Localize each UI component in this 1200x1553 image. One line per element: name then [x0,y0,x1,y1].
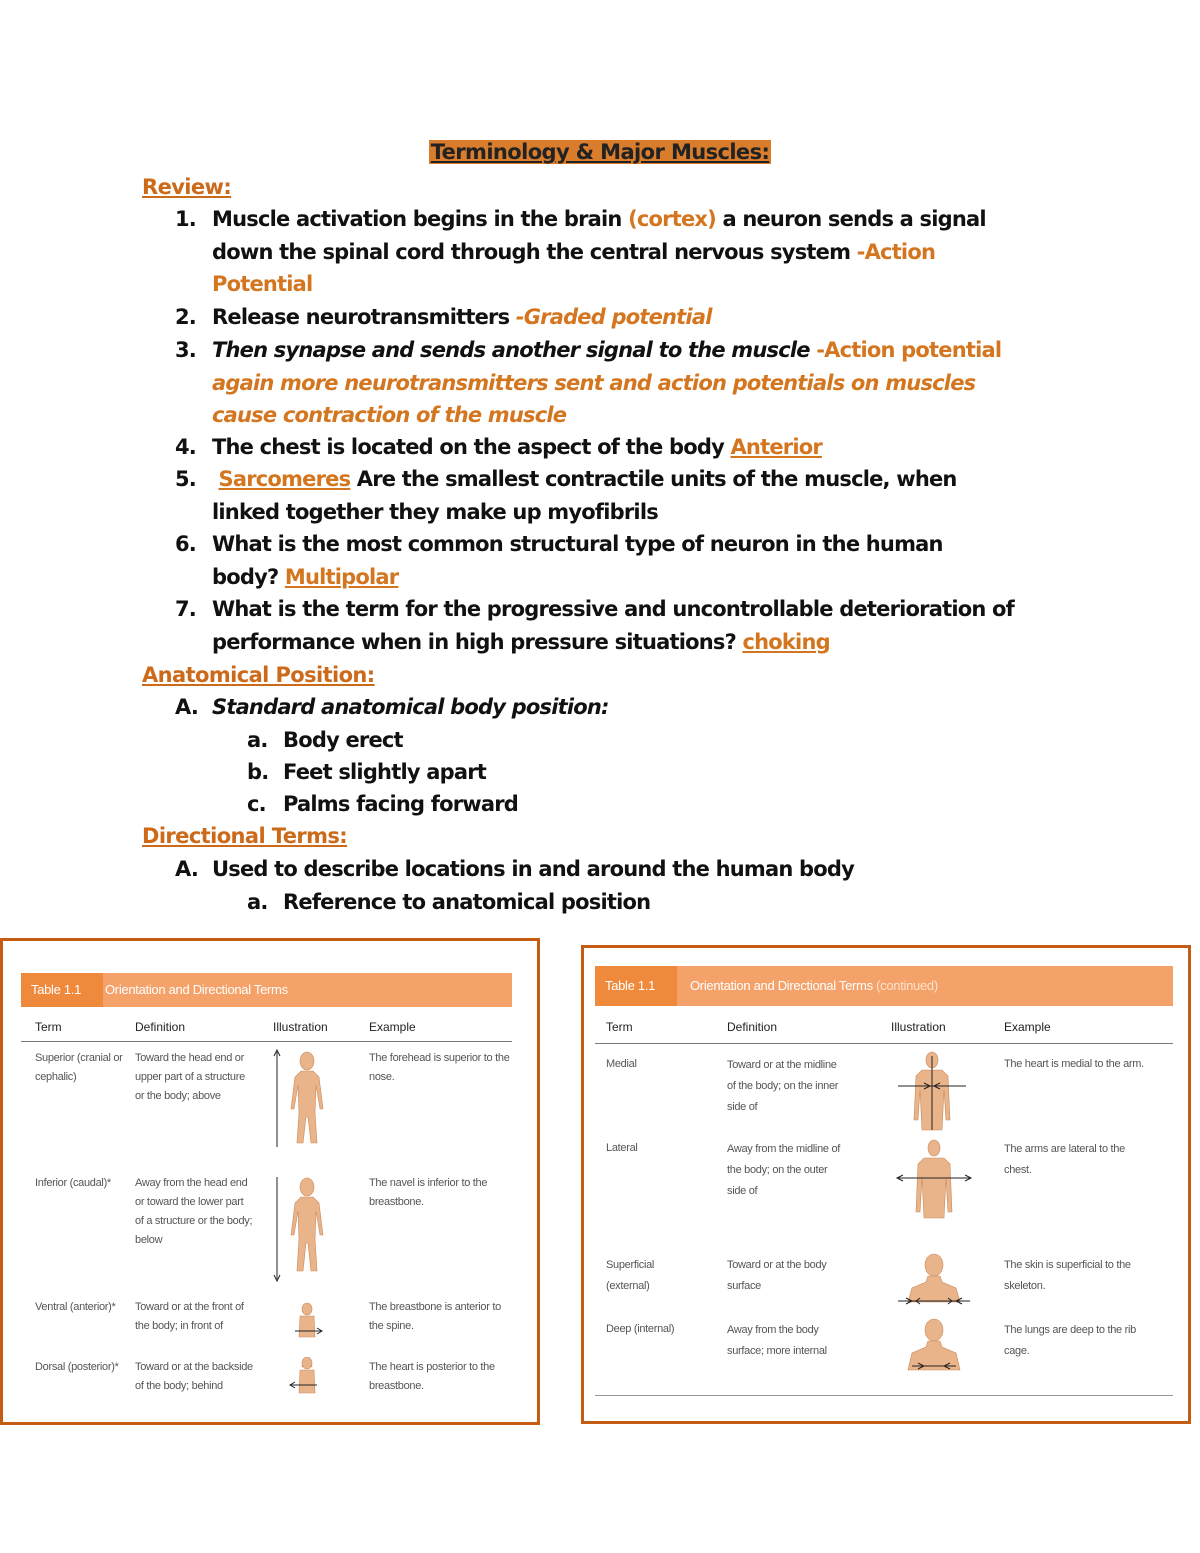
table-row-term: Deep (internal) [606,1323,675,1335]
col-term: Term [35,1020,62,1034]
table-rule [595,1395,1173,1396]
table-row-definition: Toward or at the midline of the body; on the inner side of [727,1059,839,1113]
table-row-example: The forehead is superior to the nose. [369,1052,510,1083]
table-row-term: Inferior (caudal)* [35,1177,111,1189]
table-row-example: The heart is medial to the arm. [1004,1058,1144,1070]
table-row-definition: Away from the body surface; more internal [727,1324,827,1357]
body-torso-illustration [884,1050,984,1380]
table-row-example: The arms are lateral to the chest. [1004,1143,1125,1176]
table-row-term: Ventral (anterior)* [35,1301,116,1313]
table-row-definition: Away from the head end or toward the lower part of a structure or the body; below [135,1177,253,1246]
col-illustration: Illustration [273,1020,328,1034]
body-figure-illustration [265,1047,345,1367]
table-row-definition: Toward or at the body surface [727,1259,827,1292]
table-row-example: The navel is inferior to the breastbone. [369,1177,488,1208]
page-title: Terminology & Major Muscles: [430,140,770,164]
table-row-example: The skin is superficial to the skeleton. [1004,1259,1131,1292]
table-row-example: The heart is posterior to the breastbone. [369,1361,495,1392]
table-1-header: Table 1.1 Orientation and Directional Terms [21,973,512,1007]
table-row-term: Superficial (external) [606,1259,655,1292]
table-1-figure [0,938,540,1425]
directional-heading: Directional Terms: [142,824,348,848]
table-row-term: Superior (cranial or cephalic) [35,1052,123,1083]
table-row-definition: Away from the midline of the body; on the outer side of [727,1143,841,1197]
table-row-term: Medial [606,1058,637,1070]
table-row-example: The breastbone is anterior to the spine. [369,1301,501,1332]
table-2-header: Table 1.1 Orientation and Directional Terms (continued) [595,966,1173,1006]
table-2-figure [581,945,1191,1424]
table-row-definition: Toward or at the backside of the body; behind [135,1361,253,1392]
table-rule [21,1041,512,1042]
table-rule [595,1043,1173,1044]
dorsal-figure-illustration [287,1357,327,1407]
col-example: Example [369,1020,416,1034]
answer-sarcomeres: Sarcomeres [218,467,351,491]
col-definition: Definition [727,1020,778,1034]
table-row-term: Dorsal (posterior)* [35,1361,119,1373]
table-row-definition: Toward or at the front of the body; in front of [135,1301,244,1332]
col-example: Example [1004,1020,1051,1034]
review-heading: Review: [142,175,232,199]
answer-multipolar: Multipolar [284,564,399,589]
table-row-term: Lateral [606,1142,638,1154]
table-row-definition: Toward the head end or upper part of a structure or the body; above [135,1052,245,1102]
answer-anterior: Anterior [730,435,822,459]
answer-choking: choking [742,629,830,654]
col-illustration: Illustration [891,1020,946,1034]
col-term: Term [606,1020,633,1034]
col-definition: Definition [135,1020,186,1034]
table-row-example: The lungs are deep to the rib cage. [1004,1324,1136,1357]
anatomical-heading: Anatomical Position: [142,663,375,687]
